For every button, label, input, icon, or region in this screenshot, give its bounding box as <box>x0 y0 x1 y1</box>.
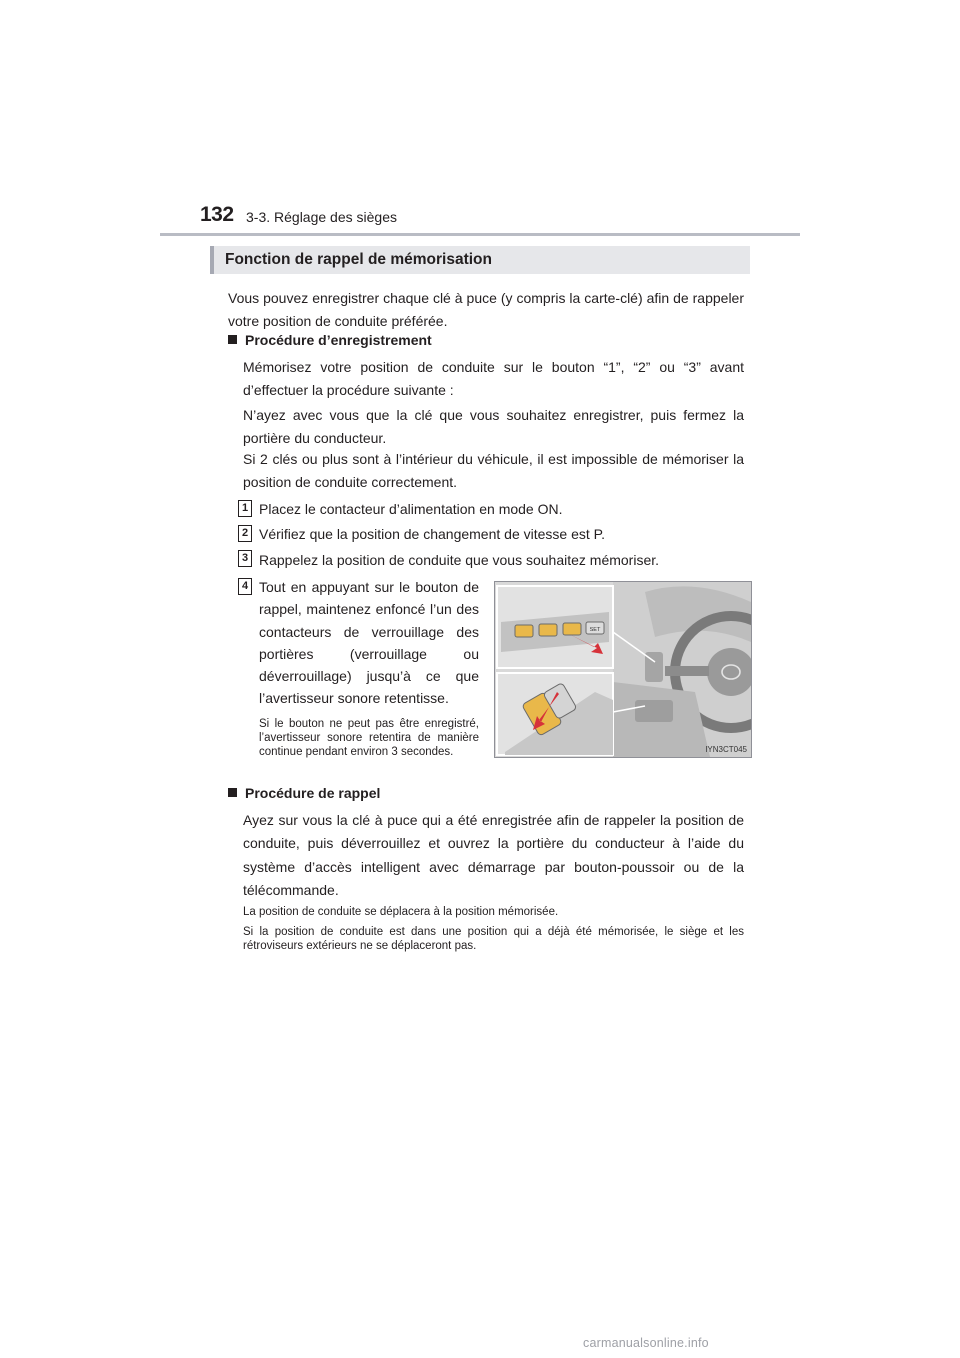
square-bullet-icon <box>228 335 237 344</box>
intro-paragraph: Vous pouvez enregistrer chaque clé à puce (y compris la carte-clé) afin de rappeler votre position de conduite préférée. <box>228 290 744 329</box>
title-box <box>210 246 750 274</box>
memory-switch-illustration <box>494 581 752 758</box>
registration-para-3: Si 2 clés ou plus sont à l’intérieur du véhicule, il est impossible de mémoriser la position de conduite correctement. <box>243 451 744 490</box>
recall-note-1: La position de conduite se déplacera à la position mémorisée. <box>243 906 559 918</box>
recall-heading-text: Procédure de rappel <box>245 785 381 801</box>
section-title: 3-3. Réglage des sièges <box>246 209 397 225</box>
registration-heading <box>228 332 432 348</box>
square-bullet-icon <box>228 788 237 797</box>
recall-paragraph: Ayez sur vous la clé à puce qui a été enregistrée afin de rappeler la position de conduite, puis déverrouillez et ouvrez la portière du conducteur à l’aide du système d’accès intelligent avec démarrage par bouton-poussoir ou de la télécommande. <box>243 812 744 898</box>
registration-para-1: Mémorisez votre position de conduite sur le bouton “1”, “2” ou “3” avant d’effectuer la procédure suivante : <box>243 359 744 398</box>
door-lock-switch-inset <box>497 673 613 755</box>
memory-buttons-inset <box>497 586 613 668</box>
step-number-3: 3 <box>238 550 252 567</box>
set-button-label: SET <box>589 627 601 633</box>
step-number-4: 4 <box>238 578 252 595</box>
figure-code: IYN3CT045 <box>705 745 747 754</box>
step-number-2: 2 <box>238 525 252 542</box>
watermark: carmanualsonline.info <box>583 1336 709 1350</box>
page-number: 132 <box>200 203 234 226</box>
step-number-1: 1 <box>238 500 252 517</box>
recall-heading <box>228 785 380 801</box>
recall-note-2: Si la position de conduite est dans une position qui a déjà été mémorisée, le siège et les rétroviseurs extérieurs ne se déplaceront pas. <box>243 926 744 952</box>
step-text-3: Rappelez la position de conduite que vous souhaitez mémoriser. <box>259 552 660 568</box>
registration-note: Si le bouton ne peut pas être enregistré, l’avertisseur sonore retentira de manière continue pendant environ 3 secondes. <box>259 718 479 758</box>
registration-para-2: N’ayez avec vous que la clé que vous souhaitez enregistrer, puis fermez la portière du conducteur. <box>243 407 744 446</box>
step-text-2: Vérifiez que la position de changement de vitesse est P. <box>259 526 606 542</box>
step-text-4: Tout en appuyant sur le bouton de rappel, maintenez enfoncé l’un des contacteurs de verrouillage des portières (verrouillage ou déverrouillage) jusqu’à ce que l’avertisseur sonore retentisse. <box>259 579 479 707</box>
step-text-1: Placez le contacteur d’alimentation en mode ON. <box>259 501 563 517</box>
registration-heading-text: Procédure d’enregistrement <box>245 332 432 348</box>
illustration-svg <box>495 582 751 757</box>
header-rule <box>160 233 800 236</box>
title-box-label: Fonction de rappel de mémorisation <box>225 251 492 268</box>
